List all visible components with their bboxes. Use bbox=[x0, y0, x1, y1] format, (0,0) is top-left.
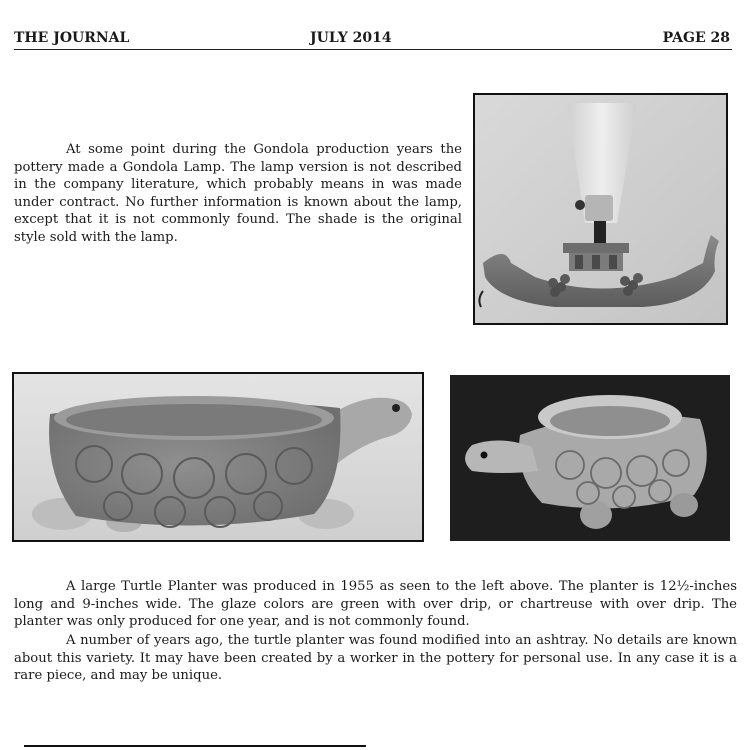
issue-date: JULY 2014 bbox=[310, 30, 392, 46]
turtle-ashtray-paragraph: A number of years ago, the turtle planter was found modified into an ashtray. No details are known about this variety. It may have been created by a worker in the pottery for personal use. In any case it is a rare piece, and may be unique. bbox=[14, 633, 737, 684]
journal-title: THE JOURNAL bbox=[14, 30, 130, 46]
turtle-ashtray-photo bbox=[450, 375, 730, 541]
page-number: PAGE 28 bbox=[662, 30, 730, 46]
turtle-planter-paragraph: A large Turtle Planter was produced in 1955 as seen to the left above. The planter is 12½-inches long and 9-inches wide. The glaze colors are green with over drip, or chartreuse with over drip. The planter was only produced for one year, and is not commonly found. bbox=[14, 579, 737, 630]
turtle-planter-photo bbox=[12, 372, 424, 542]
footer-rule bbox=[24, 745, 366, 747]
page-header bbox=[14, 29, 732, 50]
gondola-lamp-photo bbox=[473, 93, 728, 325]
lamp-paragraph: At some point during the Gondola production years the pottery made a Gondola Lamp. The lamp version is not described in the company literature, which probably means in was made under contract. No further information is known about the lamp, except that it is not commonly found. The shade is the original style sold with the lamp. bbox=[14, 142, 462, 245]
